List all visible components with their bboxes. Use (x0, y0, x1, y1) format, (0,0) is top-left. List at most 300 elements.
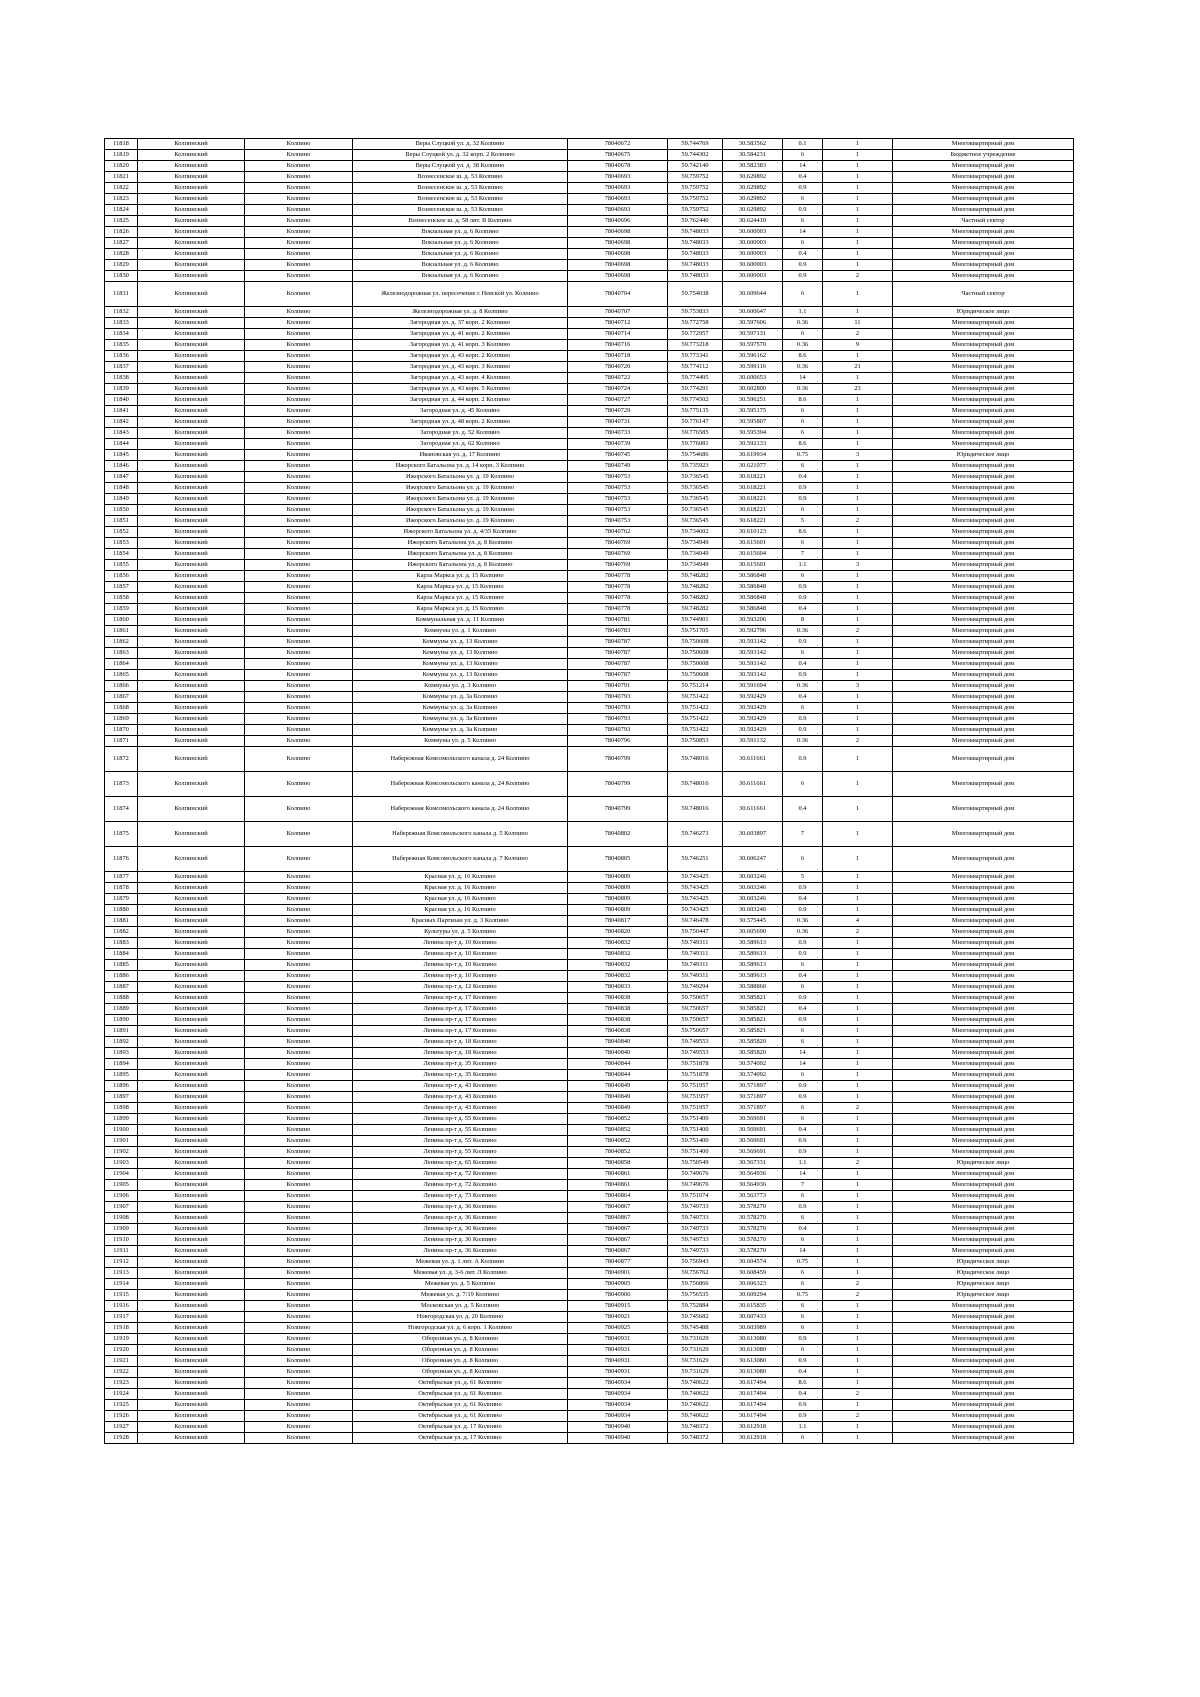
latitude-cell: 59.731629 (668, 1334, 723, 1345)
voltage-cell: 8.6 (783, 439, 823, 450)
row-number-cell: 11831 (105, 282, 138, 307)
locality-cell: Колпино (245, 483, 353, 494)
table-row (105, 615, 1074, 626)
district-cell: Колпинский (138, 1433, 245, 1444)
row-number-cell: 11922 (105, 1367, 138, 1378)
consumer-type-cell: Юридическое лицо (893, 1290, 1074, 1301)
count-cell: 1 (823, 1125, 893, 1136)
longitude-cell: 30.604574 (723, 1257, 783, 1268)
longitude-cell: 30.571897 (723, 1103, 783, 1114)
consumer-type-cell: Многоквартирный дом (893, 571, 1074, 582)
district-cell: Колпинский (138, 417, 245, 428)
consumer-type-cell: Многоквартирный дом (893, 637, 1074, 648)
address-cell: Набережная Комсомольского канала д. 7 Колпино (353, 847, 568, 872)
locality-cell: Колпино (245, 150, 353, 161)
row-number-cell: 11900 (105, 1125, 138, 1136)
count-cell: 1 (823, 194, 893, 205)
address-cell: Межевая ул. д. 1 лит. А Колпино (353, 1257, 568, 1268)
table-row (105, 1114, 1074, 1125)
count-cell: 1 (823, 1345, 893, 1356)
voltage-cell: 8.6 (783, 1378, 823, 1389)
locality-cell: Колпино (245, 725, 353, 736)
district-cell: Колпинский (138, 938, 245, 949)
object-code-cell: 78040769 (568, 538, 668, 549)
latitude-cell: 59.734949 (668, 549, 723, 560)
district-cell: Колпинский (138, 670, 245, 681)
latitude-cell: 59.749676 (668, 1180, 723, 1191)
longitude-cell: 30.611661 (723, 747, 783, 772)
object-code-cell: 78040832 (568, 938, 668, 949)
count-cell: 1 (823, 1356, 893, 1367)
count-cell: 1 (823, 395, 893, 406)
latitude-cell: 59.749311 (668, 949, 723, 960)
table-row (105, 1191, 1074, 1202)
table-row (105, 949, 1074, 960)
latitude-cell: 59.749311 (668, 971, 723, 982)
address-cell: Вокзальная ул. д. 6 Колпино (353, 227, 568, 238)
latitude-cell: 59.751422 (668, 692, 723, 703)
address-cell: Ижорского Батальона ул. д. 8 Колпино (353, 538, 568, 549)
object-code-cell: 78040915 (568, 1301, 668, 1312)
object-code-cell: 78040809 (568, 894, 668, 905)
locality-cell: Колпино (245, 505, 353, 516)
address-cell: Ленина пр-т д. 55 Колпино (353, 1125, 568, 1136)
consumer-type-cell: Многоквартирный дом (893, 340, 1074, 351)
latitude-cell: 59.749294 (668, 982, 723, 993)
longitude-cell: 30.612918 (723, 1422, 783, 1433)
table-row (105, 1400, 1074, 1411)
longitude-cell: 30.592429 (723, 714, 783, 725)
count-cell: 1 (823, 604, 893, 615)
longitude-cell: 30.629892 (723, 183, 783, 194)
longitude-cell: 30.629892 (723, 205, 783, 216)
voltage-cell: 0.9 (783, 483, 823, 494)
district-cell: Колпинский (138, 725, 245, 736)
voltage-cell: 6 (783, 505, 823, 516)
consumer-type-cell: Многоквартирный дом (893, 822, 1074, 847)
row-number-cell: 11825 (105, 216, 138, 227)
address-cell: Вокзальная ул. д. 6 Колпино (353, 260, 568, 271)
district-cell: Колпинский (138, 692, 245, 703)
longitude-cell: 30.597131 (723, 329, 783, 340)
voltage-cell: 0.36 (783, 736, 823, 747)
locality-cell: Колпино (245, 670, 353, 681)
district-cell: Колпинский (138, 1246, 245, 1257)
count-cell: 1 (823, 1334, 893, 1345)
locality-cell: Колпино (245, 1301, 353, 1312)
count-cell: 2 (823, 329, 893, 340)
table-row (105, 905, 1074, 916)
row-number-cell: 11829 (105, 260, 138, 271)
address-cell: Ленина пр-т д. 72 Колпино (353, 1180, 568, 1191)
object-code-cell: 78040793 (568, 692, 668, 703)
latitude-cell: 59.750549 (668, 1158, 723, 1169)
voltage-cell: 6 (783, 1279, 823, 1290)
count-cell: 1 (823, 417, 893, 428)
consumer-type-cell: Многоквартирный дом (893, 1037, 1074, 1048)
voltage-cell: 6 (783, 282, 823, 307)
row-number-cell: 11896 (105, 1081, 138, 1092)
voltage-cell: 6 (783, 1323, 823, 1334)
voltage-cell: 0.36 (783, 626, 823, 637)
longitude-cell: 30.617494 (723, 1400, 783, 1411)
row-number-cell: 11832 (105, 307, 138, 318)
row-number-cell: 11888 (105, 993, 138, 1004)
voltage-cell: 5 (783, 516, 823, 527)
locality-cell: Колпино (245, 747, 353, 772)
table-row (105, 659, 1074, 670)
address-cell: Вознесенское ш. д. 53 Колпино (353, 194, 568, 205)
voltage-cell: 6 (783, 571, 823, 582)
voltage-cell: 0.4 (783, 1004, 823, 1015)
district-cell: Колпинский (138, 406, 245, 417)
longitude-cell: 30.613080 (723, 1334, 783, 1345)
address-cell: Загородная ул. д. 44 корп. 2 Колпино (353, 395, 568, 406)
object-code-cell: 78040849 (568, 1081, 668, 1092)
voltage-cell: 0.9 (783, 1147, 823, 1158)
count-cell: 1 (823, 549, 893, 560)
latitude-cell: 59.736545 (668, 494, 723, 505)
table-row (105, 318, 1074, 329)
table-row (105, 1202, 1074, 1213)
latitude-cell: 59.748033 (668, 249, 723, 260)
count-cell: 1 (823, 993, 893, 1004)
longitude-cell: 30.592133 (723, 439, 783, 450)
district-cell: Колпинский (138, 439, 245, 450)
locality-cell: Колпино (245, 971, 353, 982)
consumer-type-cell: Многоквартирный дом (893, 271, 1074, 282)
table-row (105, 439, 1074, 450)
address-cell: Красная ул. д. 16 Колпино (353, 905, 568, 916)
latitude-cell: 59.748016 (668, 797, 723, 822)
district-cell: Колпинский (138, 797, 245, 822)
table-row (105, 971, 1074, 982)
address-cell: Набережная Комсомольского канала д. 24 Колпино (353, 772, 568, 797)
voltage-cell: 6 (783, 1301, 823, 1312)
latitude-cell: 59.772957 (668, 329, 723, 340)
row-number-cell: 11870 (105, 725, 138, 736)
address-cell: Октябрьская ул. д. 61 Колпино (353, 1378, 568, 1389)
consumer-type-cell: Многоквартирный дом (893, 1015, 1074, 1026)
voltage-cell: 14 (783, 1169, 823, 1180)
voltage-cell: 0.9 (783, 260, 823, 271)
locality-cell: Колпино (245, 549, 353, 560)
latitude-cell: 59.750657 (668, 1004, 723, 1015)
address-cell: Оборонная ул. д. 8 Колпино (353, 1356, 568, 1367)
consumer-type-cell: Многоквартирный дом (893, 894, 1074, 905)
latitude-cell: 59.772758 (668, 318, 723, 329)
address-cell: Вокзальная ул. д. 6 Колпино (353, 271, 568, 282)
longitude-cell: 30.605690 (723, 927, 783, 938)
table-row (105, 1103, 1074, 1114)
address-cell: Ленина пр-т д. 55 Колпино (353, 1114, 568, 1125)
address-cell: Ленина пр-т д. 55 Колпино (353, 1147, 568, 1158)
object-code-cell: 78040802 (568, 822, 668, 847)
address-cell: Ленина пр-т д. 65 Колпино (353, 1158, 568, 1169)
table-row (105, 538, 1074, 549)
object-code-cell: 78040867 (568, 1213, 668, 1224)
consumer-type-cell: Многоквартирный дом (893, 670, 1074, 681)
table-row (105, 494, 1074, 505)
address-cell: Межевая ул. д. 7/19 Колпино (353, 1290, 568, 1301)
locality-cell: Колпино (245, 538, 353, 549)
consumer-type-cell: Многоквартирный дом (893, 960, 1074, 971)
count-cell: 1 (823, 692, 893, 703)
locality-cell: Колпино (245, 439, 353, 450)
voltage-cell: 6 (783, 648, 823, 659)
table-row (105, 549, 1074, 560)
row-number-cell: 11865 (105, 670, 138, 681)
consumer-type-cell: Многоквартирный дом (893, 1312, 1074, 1323)
table-row (105, 395, 1074, 406)
address-cell: Октябрьская ул. д. 61 Колпино (353, 1411, 568, 1422)
longitude-cell: 30.606323 (723, 1279, 783, 1290)
row-number-cell: 11883 (105, 938, 138, 949)
count-cell: 1 (823, 505, 893, 516)
voltage-cell: 0.9 (783, 714, 823, 725)
latitude-cell: 59.748372 (668, 1422, 723, 1433)
consumer-type-cell: Многоквартирный дом (893, 1103, 1074, 1114)
address-cell: Веры Слуцкой ул. д. 32 корп. 2 Колпино (353, 150, 568, 161)
longitude-cell: 30.596251 (723, 395, 783, 406)
longitude-cell: 30.613080 (723, 1345, 783, 1356)
longitude-cell: 30.619934 (723, 450, 783, 461)
longitude-cell: 30.599116 (723, 362, 783, 373)
longitude-cell: 30.600003 (723, 227, 783, 238)
latitude-cell: 59.776585 (668, 428, 723, 439)
count-cell: 1 (823, 1433, 893, 1444)
object-code-cell: 78040861 (568, 1169, 668, 1180)
object-code-cell: 78040809 (568, 872, 668, 883)
object-code-cell: 78040844 (568, 1059, 668, 1070)
longitude-cell: 30.615604 (723, 549, 783, 560)
count-cell: 2 (823, 516, 893, 527)
row-number-cell: 11889 (105, 1004, 138, 1015)
address-cell: Коммунальная ул. д. 11 Колпино (353, 615, 568, 626)
row-number-cell: 11841 (105, 406, 138, 417)
count-cell: 1 (823, 703, 893, 714)
consumer-type-cell: Многоквартирный дом (893, 681, 1074, 692)
consumer-type-cell: Многоквартирный дом (893, 772, 1074, 797)
count-cell: 1 (823, 282, 893, 307)
voltage-cell: 0.4 (783, 1224, 823, 1235)
district-cell: Колпинский (138, 329, 245, 340)
latitude-cell: 59.749733 (668, 1224, 723, 1235)
table-row (105, 1169, 1074, 1180)
object-code-cell: 78040840 (568, 1048, 668, 1059)
latitude-cell: 59.754038 (668, 282, 723, 307)
longitude-cell: 30.589613 (723, 949, 783, 960)
count-cell: 1 (823, 905, 893, 916)
longitude-cell: 30.578270 (723, 1235, 783, 1246)
latitude-cell: 59.751400 (668, 1147, 723, 1158)
latitude-cell: 59.750608 (668, 637, 723, 648)
district-cell: Колпинский (138, 1180, 245, 1191)
table-row (105, 1158, 1074, 1169)
address-cell: Ленина пр-т д. 10 Колпино (353, 949, 568, 960)
row-number-cell: 11826 (105, 227, 138, 238)
voltage-cell: 0.9 (783, 949, 823, 960)
count-cell: 1 (823, 494, 893, 505)
consumer-type-cell: Многоквартирный дом (893, 1422, 1074, 1433)
consumer-type-cell: Многоквартирный дом (893, 461, 1074, 472)
row-number-cell: 11877 (105, 872, 138, 883)
table-row (105, 227, 1074, 238)
count-cell: 1 (823, 1191, 893, 1202)
count-cell: 1 (823, 894, 893, 905)
consumer-type-cell: Многоквартирный дом (893, 797, 1074, 822)
district-cell: Колпинский (138, 894, 245, 905)
row-number-cell: 11906 (105, 1191, 138, 1202)
address-cell: Загородная ул. д. 48 корп. 2 Колпино (353, 417, 568, 428)
table-row (105, 692, 1074, 703)
row-number-cell: 11926 (105, 1411, 138, 1422)
consumer-type-cell: Многоквартирный дом (893, 1180, 1074, 1191)
longitude-cell: 30.615601 (723, 560, 783, 571)
object-code-cell: 78040809 (568, 883, 668, 894)
table-row (105, 1015, 1074, 1026)
count-cell: 1 (823, 227, 893, 238)
address-cell: Ленина пр-т д. 35 Колпино (353, 1070, 568, 1081)
object-code-cell: 78040864 (568, 1191, 668, 1202)
count-cell: 1 (823, 1202, 893, 1213)
object-code-cell: 78040693 (568, 205, 668, 216)
table-row (105, 1279, 1074, 1290)
table-row (105, 1389, 1074, 1400)
locality-cell: Колпино (245, 428, 353, 439)
row-number-cell: 11916 (105, 1301, 138, 1312)
row-number-cell: 11824 (105, 205, 138, 216)
latitude-cell: 59.749553 (668, 1037, 723, 1048)
district-cell: Колпинский (138, 205, 245, 216)
count-cell: 1 (823, 1070, 893, 1081)
latitude-cell: 59.756943 (668, 1257, 723, 1268)
longitude-cell: 30.609644 (723, 282, 783, 307)
longitude-cell: 30.618221 (723, 505, 783, 516)
count-cell: 1 (823, 161, 893, 172)
locality-cell: Колпино (245, 604, 353, 615)
row-number-cell: 11881 (105, 916, 138, 927)
object-code-cell: 78040704 (568, 282, 668, 307)
object-code-cell: 78040867 (568, 1235, 668, 1246)
address-cell: Загородная ул. д. 37 корп. 2 Колпино (353, 318, 568, 329)
voltage-cell: 6 (783, 428, 823, 439)
address-cell: Новгородская ул. д. 20 Колпино (353, 1312, 568, 1323)
address-cell: Ижорского Батальона ул. д. 19 Колпино (353, 516, 568, 527)
locality-cell: Колпино (245, 216, 353, 227)
count-cell: 1 (823, 139, 893, 150)
row-number-cell: 11844 (105, 439, 138, 450)
address-cell: Ленина пр-т д. 55 Колпино (353, 1136, 568, 1147)
table-row (105, 938, 1074, 949)
count-cell: 2 (823, 927, 893, 938)
district-cell: Колпинский (138, 1279, 245, 1290)
latitude-cell: 59.774495 (668, 373, 723, 384)
longitude-cell: 30.597606 (723, 318, 783, 329)
object-code-cell: 78040906 (568, 1290, 668, 1301)
address-cell: Загородная ул. д. 43 корп. 4 Колпино (353, 373, 568, 384)
consumer-type-cell: Многоквартирный дом (893, 1026, 1074, 1037)
voltage-cell: 0.4 (783, 1125, 823, 1136)
consumer-type-cell: Многоквартирный дом (893, 604, 1074, 615)
latitude-cell: 59.748033 (668, 260, 723, 271)
latitude-cell: 59.759752 (668, 172, 723, 183)
latitude-cell: 59.736545 (668, 516, 723, 527)
consumer-type-cell: Многоквартирный дом (893, 993, 1074, 1004)
row-number-cell: 11885 (105, 960, 138, 971)
address-cell: Ленина пр-т д. 36 Колпино (353, 1246, 568, 1257)
locality-cell: Колпино (245, 183, 353, 194)
address-cell: Вокзальная ул. д. 6 Колпино (353, 249, 568, 260)
voltage-cell: 0.9 (783, 670, 823, 681)
district-cell: Колпинский (138, 538, 245, 549)
table-row (105, 593, 1074, 604)
voltage-cell: 0.9 (783, 1411, 823, 1422)
latitude-cell: 59.748033 (668, 227, 723, 238)
latitude-cell: 59.748016 (668, 747, 723, 772)
row-number-cell: 11910 (105, 1235, 138, 1246)
row-number-cell: 11914 (105, 1279, 138, 1290)
voltage-cell: 14 (783, 161, 823, 172)
district-cell: Колпинский (138, 1290, 245, 1301)
latitude-cell: 59.774291 (668, 384, 723, 395)
address-cell: Ленина пр-т д. 43 Колпино (353, 1103, 568, 1114)
count-cell: 2 (823, 1389, 893, 1400)
count-cell: 1 (823, 1147, 893, 1158)
table-row (105, 1356, 1074, 1367)
table-row (105, 822, 1074, 847)
address-cell: Загородная ул. д. 45 Колпино (353, 406, 568, 417)
voltage-cell: 0.4 (783, 692, 823, 703)
row-number-cell: 11917 (105, 1312, 138, 1323)
longitude-cell: 30.595807 (723, 417, 783, 428)
consumer-type-cell: Многоквартирный дом (893, 516, 1074, 527)
locality-cell: Колпино (245, 1268, 353, 1279)
latitude-cell: 59.774502 (668, 395, 723, 406)
longitude-cell: 30.585821 (723, 1026, 783, 1037)
consumer-type-cell: Многоквартирный дом (893, 1246, 1074, 1257)
table-row (105, 582, 1074, 593)
longitude-cell: 30.606247 (723, 847, 783, 872)
locality-cell: Колпино (245, 1081, 353, 1092)
count-cell: 1 (823, 439, 893, 450)
consumer-type-cell: Многоквартирный дом (893, 615, 1074, 626)
table-row (105, 1301, 1074, 1312)
address-cell: Оборонная ул. д. 8 Колпино (353, 1334, 568, 1345)
latitude-cell: 59.759752 (668, 194, 723, 205)
table-row (105, 1345, 1074, 1356)
locality-cell: Колпино (245, 1312, 353, 1323)
object-code-cell: 78040940 (568, 1433, 668, 1444)
latitude-cell: 59.749733 (668, 1202, 723, 1213)
object-code-cell: 78040796 (568, 736, 668, 747)
count-cell: 1 (823, 205, 893, 216)
voltage-cell: 1.1 (783, 1422, 823, 1433)
count-cell: 1 (823, 1312, 893, 1323)
longitude-cell: 30.618221 (723, 472, 783, 483)
row-number-cell: 11905 (105, 1180, 138, 1191)
row-number-cell: 11836 (105, 351, 138, 362)
longitude-cell: 30.629892 (723, 172, 783, 183)
longitude-cell: 30.595394 (723, 428, 783, 439)
latitude-cell: 59.756535 (668, 1290, 723, 1301)
district-cell: Колпинский (138, 549, 245, 560)
locality-cell: Колпино (245, 692, 353, 703)
district-cell: Колпинский (138, 194, 245, 205)
latitude-cell: 59.750657 (668, 1015, 723, 1026)
row-number-cell: 11842 (105, 417, 138, 428)
latitude-cell: 59.750608 (668, 659, 723, 670)
